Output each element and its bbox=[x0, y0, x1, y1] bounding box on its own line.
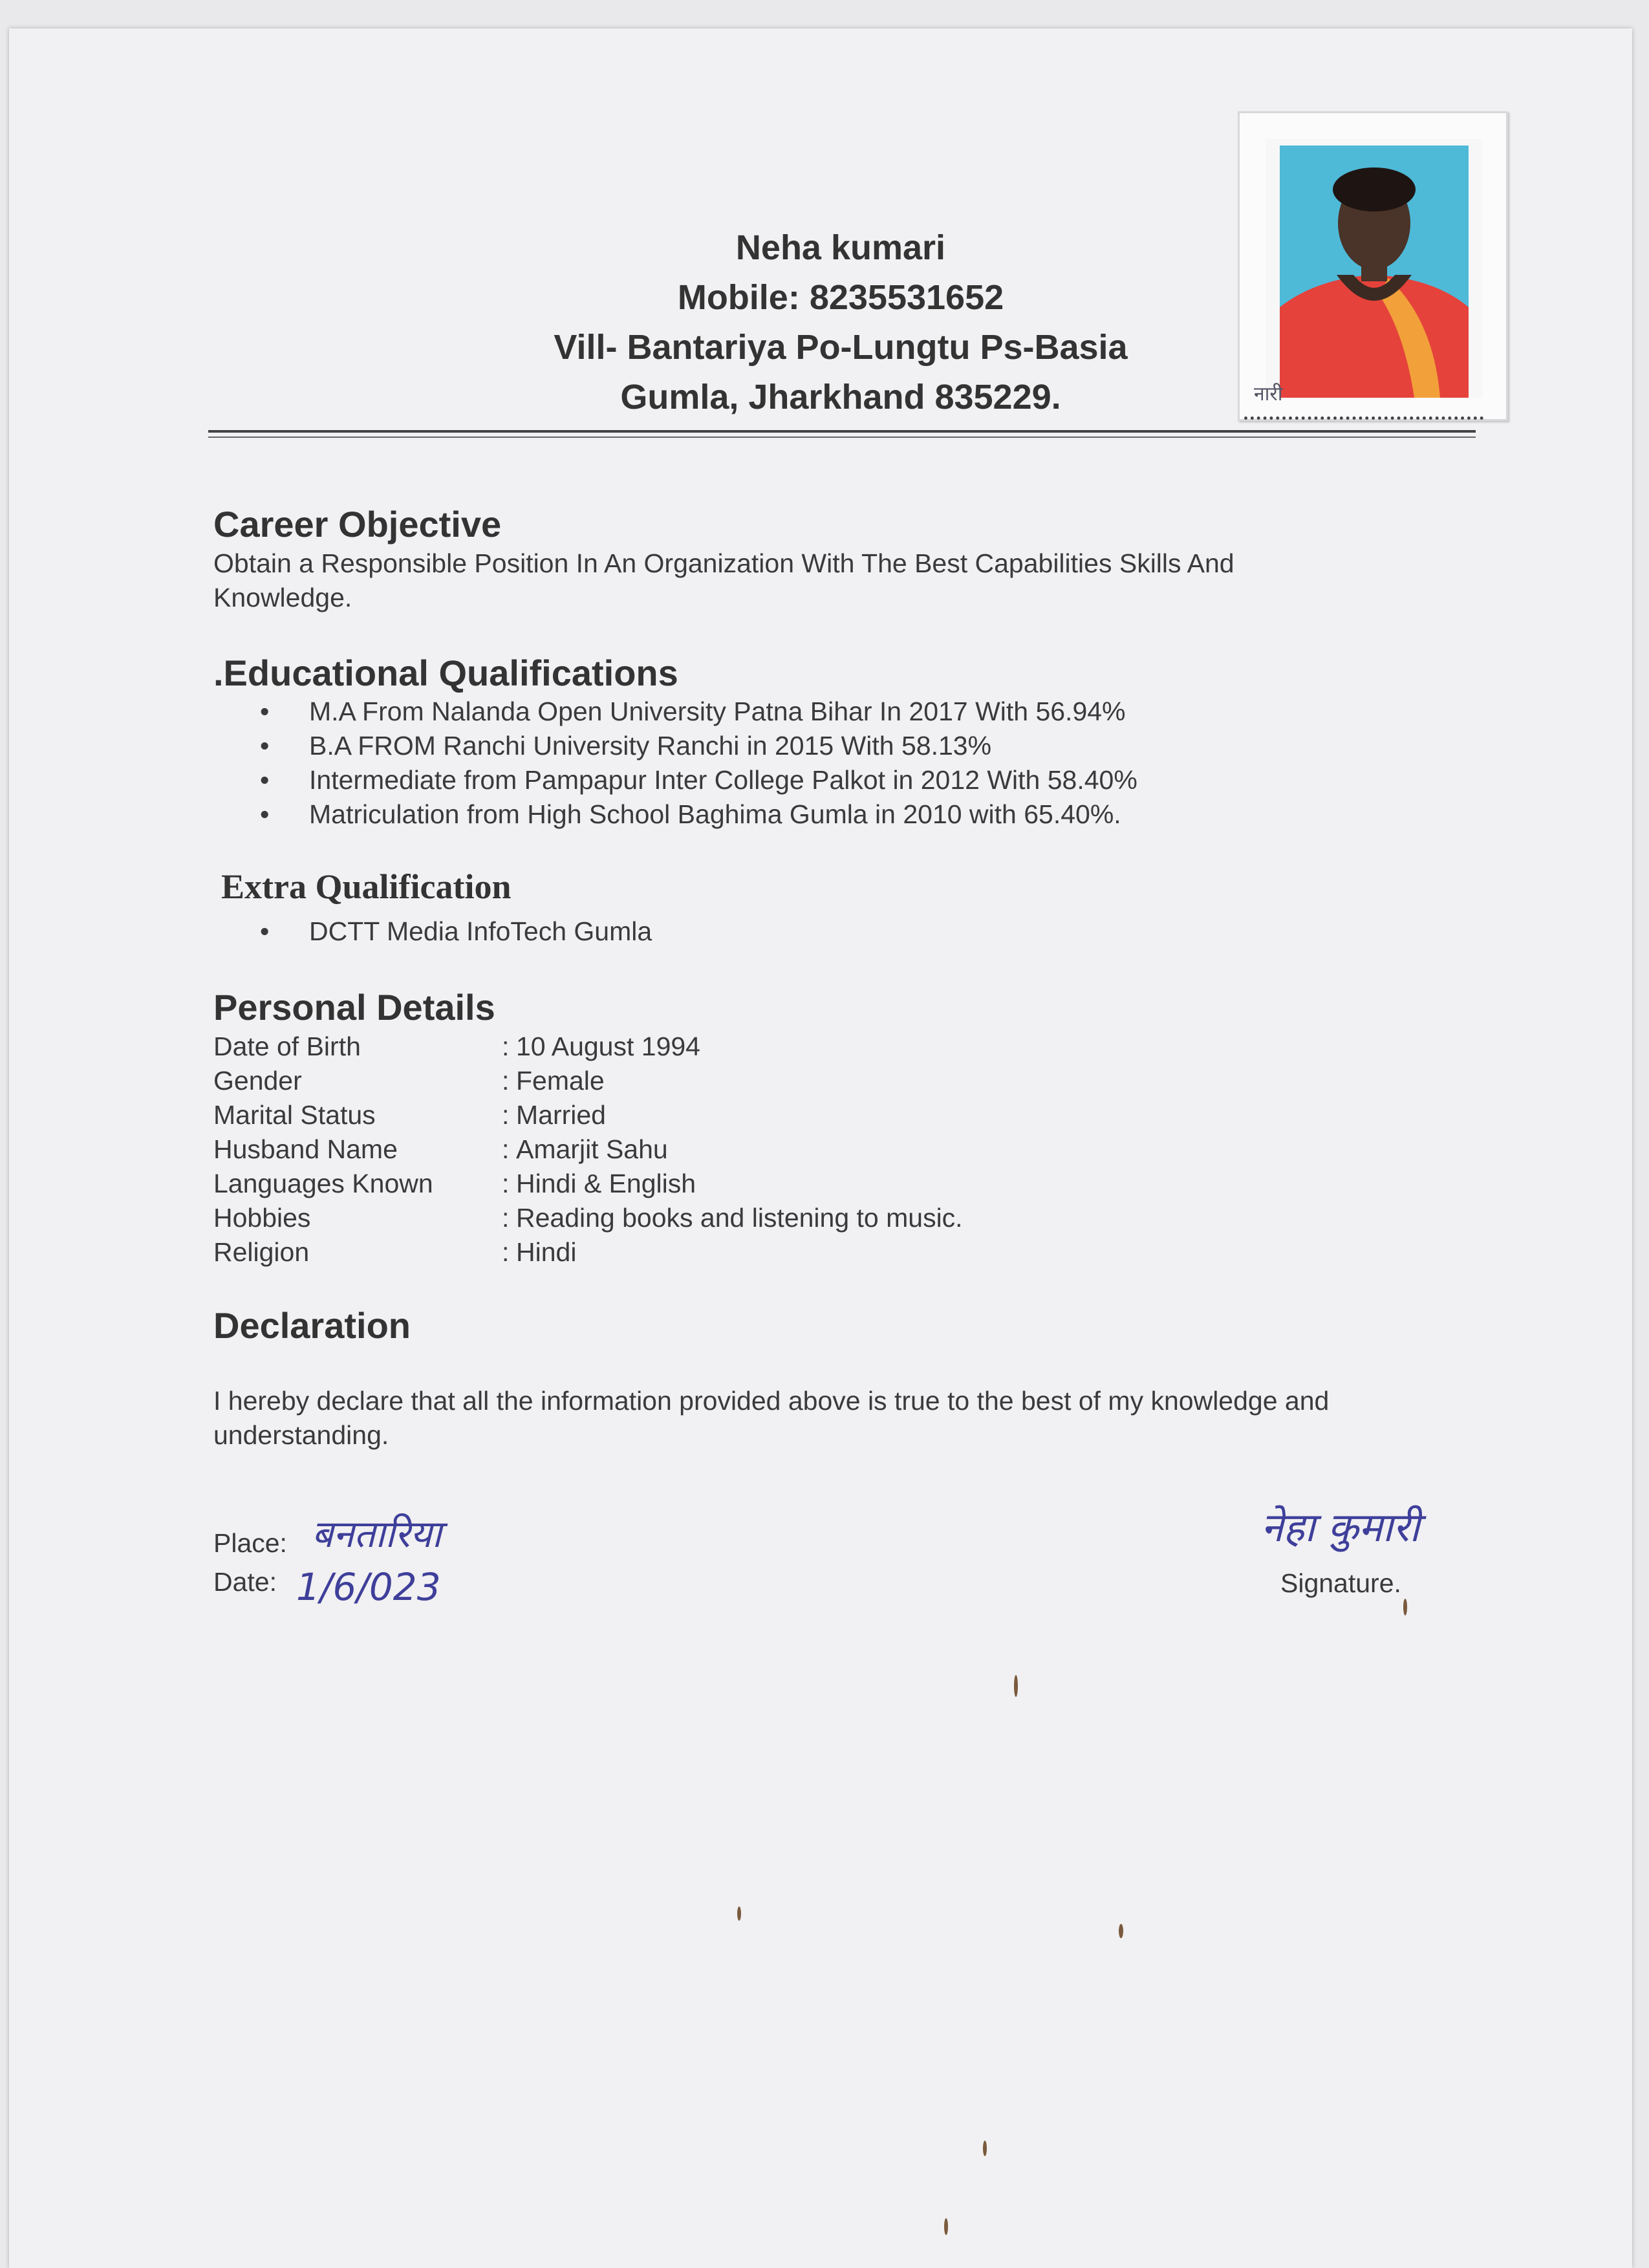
career-objective-line-2: Knowledge. bbox=[213, 583, 352, 612]
photo-dotted-line bbox=[1244, 416, 1483, 420]
paper-speck bbox=[1119, 1924, 1123, 1938]
address-line-2: Gumla, Jharkhand 835229. bbox=[620, 378, 1061, 416]
date-label: Date: bbox=[213, 1567, 277, 1597]
list-item: • M.A From Nalanda Open University Patna Bihar In 2017 With 56.94% bbox=[213, 695, 1137, 729]
education-heading: .Educational Qualifications bbox=[213, 653, 678, 693]
person-photo-icon bbox=[1240, 113, 1506, 419]
list-item: • B.A FROM Ranchi University Ranchi in 2015 With 58.13% bbox=[213, 729, 1137, 763]
signature-label: Signature. bbox=[1280, 1568, 1401, 1598]
personal-details-table bbox=[213, 1030, 1377, 1269]
place-label: Place: bbox=[213, 1528, 287, 1558]
list-item: • Matriculation from High School Baghima Gumla in 2010 with 65.40%. bbox=[213, 797, 1137, 832]
list-item: • DCTT Media InfoTech Gumla bbox=[213, 914, 652, 949]
paper-speck bbox=[1014, 1675, 1018, 1697]
paper-speck bbox=[1403, 1599, 1407, 1615]
declaration-line-2: understanding. bbox=[213, 1420, 389, 1450]
photo-caption: नारी bbox=[1254, 383, 1283, 405]
mobile-number: Mobile: 8235531652 bbox=[677, 278, 1004, 317]
detail-row-husband-name: Husband Name : Amarjit Sahu bbox=[213, 1134, 668, 1164]
detail-row-religion: Religion : Hindi bbox=[213, 1237, 577, 1267]
extra-qualification-list bbox=[213, 914, 652, 949]
detail-row-marital-status: Marital Status : Married bbox=[213, 1100, 606, 1130]
candidate-name: Neha kumari bbox=[735, 228, 946, 267]
header-rule bbox=[208, 430, 1476, 433]
signature-handwritten: नेहा कुमारी bbox=[1261, 1504, 1420, 1551]
declaration-line-1: I hereby declare that all the information provided above is true to the best of my knowledge and bbox=[213, 1386, 1330, 1416]
detail-row-languages: Languages Known : Hindi & English bbox=[213, 1169, 696, 1198]
career-objective-line-1: Obtain a Responsible Position In An Organization With The Best Capabilities Skills And bbox=[213, 548, 1234, 578]
address-line-1: Vill- Bantariya Po-Lungtu Ps-Basia bbox=[554, 328, 1128, 367]
paper-speck bbox=[737, 1906, 741, 1921]
extra-qualification-heading: Extra Qualification bbox=[221, 867, 512, 906]
list-item: • Intermediate from Pampapur Inter College Palkot in 2012 With 58.40% bbox=[213, 763, 1137, 797]
detail-row-hobbies: Hobbies : Reading books and listening to music. bbox=[213, 1203, 963, 1233]
passport-photo bbox=[1238, 111, 1508, 421]
detail-row-gender: Gender : Female bbox=[213, 1066, 605, 1096]
date-handwritten: 1/6/023 bbox=[296, 1565, 441, 1609]
personal-details-heading: Personal Details bbox=[213, 987, 495, 1028]
career-objective-heading: Career Objective bbox=[213, 504, 502, 545]
header-rule-thin bbox=[208, 437, 1476, 438]
education-list bbox=[213, 695, 1137, 832]
detail-row-dob: Date of Birth : 10 August 1994 bbox=[213, 1031, 700, 1061]
paper-speck bbox=[983, 2141, 987, 2156]
paper-speck bbox=[944, 2218, 948, 2235]
declaration-heading: Declaration bbox=[213, 1305, 411, 1346]
place-handwritten: बनतारिया bbox=[312, 1512, 442, 1556]
